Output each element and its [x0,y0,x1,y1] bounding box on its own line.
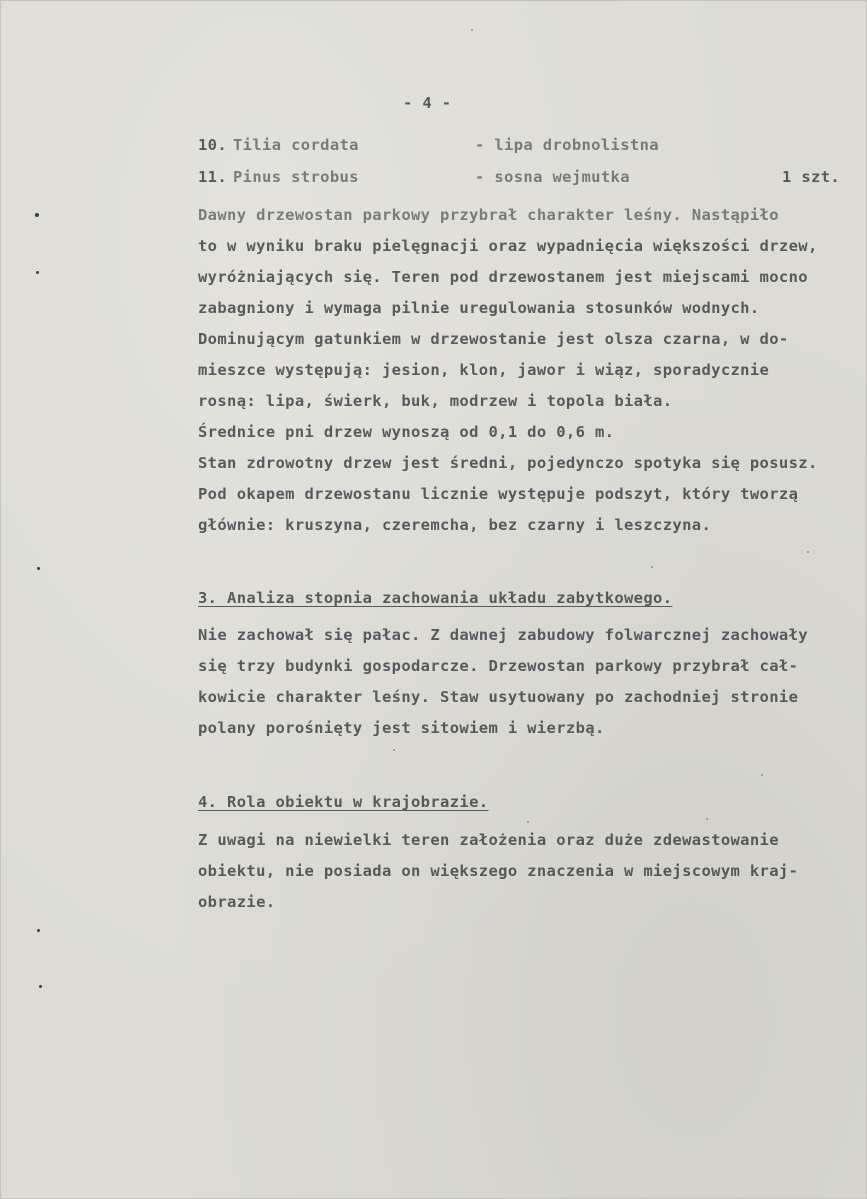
paper-speck [651,566,653,568]
margin-mark [37,567,40,570]
species-number: 10. [198,136,228,154]
paper-speck [471,29,473,31]
section-4-heading: 4. Rola obiektu w krajobrazie. [198,793,489,811]
margin-mark [36,271,39,274]
page-number: - 4 - [403,94,452,112]
paragraph-line: Stan zdrowotny drzew jest średni, pojedynczo spotyka się posusz. [198,454,818,472]
paragraph-line: Średnice pni drzew wynoszą od 0,1 do 0,6 m. [198,423,615,441]
section-4-line: obrazie. [198,893,276,911]
margin-mark [35,213,39,217]
paper-speck [393,749,395,751]
section-3-line: polany porośnięty jest sitowiem i wierzbą. [198,719,605,737]
paragraph-line: wyróżniających się. Teren pod drzewostanem jest miejscami mocno [198,268,808,286]
section-3-heading: 3. Analiza stopnia zachowania układu zabytkowego. [198,589,673,607]
species-number: 11. [198,168,228,186]
species-latin-name: Tilia cordata [233,136,359,154]
section-3-line: kowicie charakter leśny. Staw usytuowany po zachodniej stronie [198,688,799,706]
species-polish-name: - sosna wejmutka [475,168,630,186]
section-4-line: Z uwagi na niewielki teren założenia oraz duże zdewastowanie [198,831,779,849]
margin-mark [39,985,42,988]
margin-mark [37,929,40,932]
section-3-line: się trzy budynki gospodarcze. Drzewostan parkowy przybrał cał- [198,657,799,675]
paragraph-line: głównie: kruszyna, czeremcha, bez czarny i leszczyna. [198,516,712,534]
section-3-line: Nie zachował się pałac. Z dawnej zabudowy folwarcznej zachowały [198,626,808,644]
paragraph-line: rosną: lipa, świerk, buk, modrzew i topola biała. [198,392,673,410]
paragraph-line: Pod okapem drzewostanu licznie występuje podszyt, który tworzą [198,485,799,503]
paper-speck [706,818,708,820]
paragraph-line: Dominującym gatunkiem w drzewostanie jest olsza czarna, w do- [198,330,789,348]
paper-speck [807,551,809,553]
species-quantity: 1 szt. [782,168,841,186]
paragraph-line: to w wyniku braku pielęgnacji oraz wypadnięcia większości drzew, [198,237,818,255]
section-4-line: obiektu, nie posiada on większego znaczenia w miejscowym kraj- [198,862,799,880]
paragraph-line: Dawny drzewostan parkowy przybrał charakter leśny. Nastąpiło [198,206,779,224]
species-latin-name: Pinus strobus [233,168,359,186]
paper-speck [761,774,763,776]
paragraph-line: zabagniony i wymaga pilnie uregulowania stosunków wodnych. [198,299,760,317]
paragraph-line: mieszce występują: jesion, klon, jawor i wiąz, sporadycznie [198,361,770,379]
species-polish-name: - lipa drobnolistna [475,136,659,154]
paper-speck [527,821,529,823]
